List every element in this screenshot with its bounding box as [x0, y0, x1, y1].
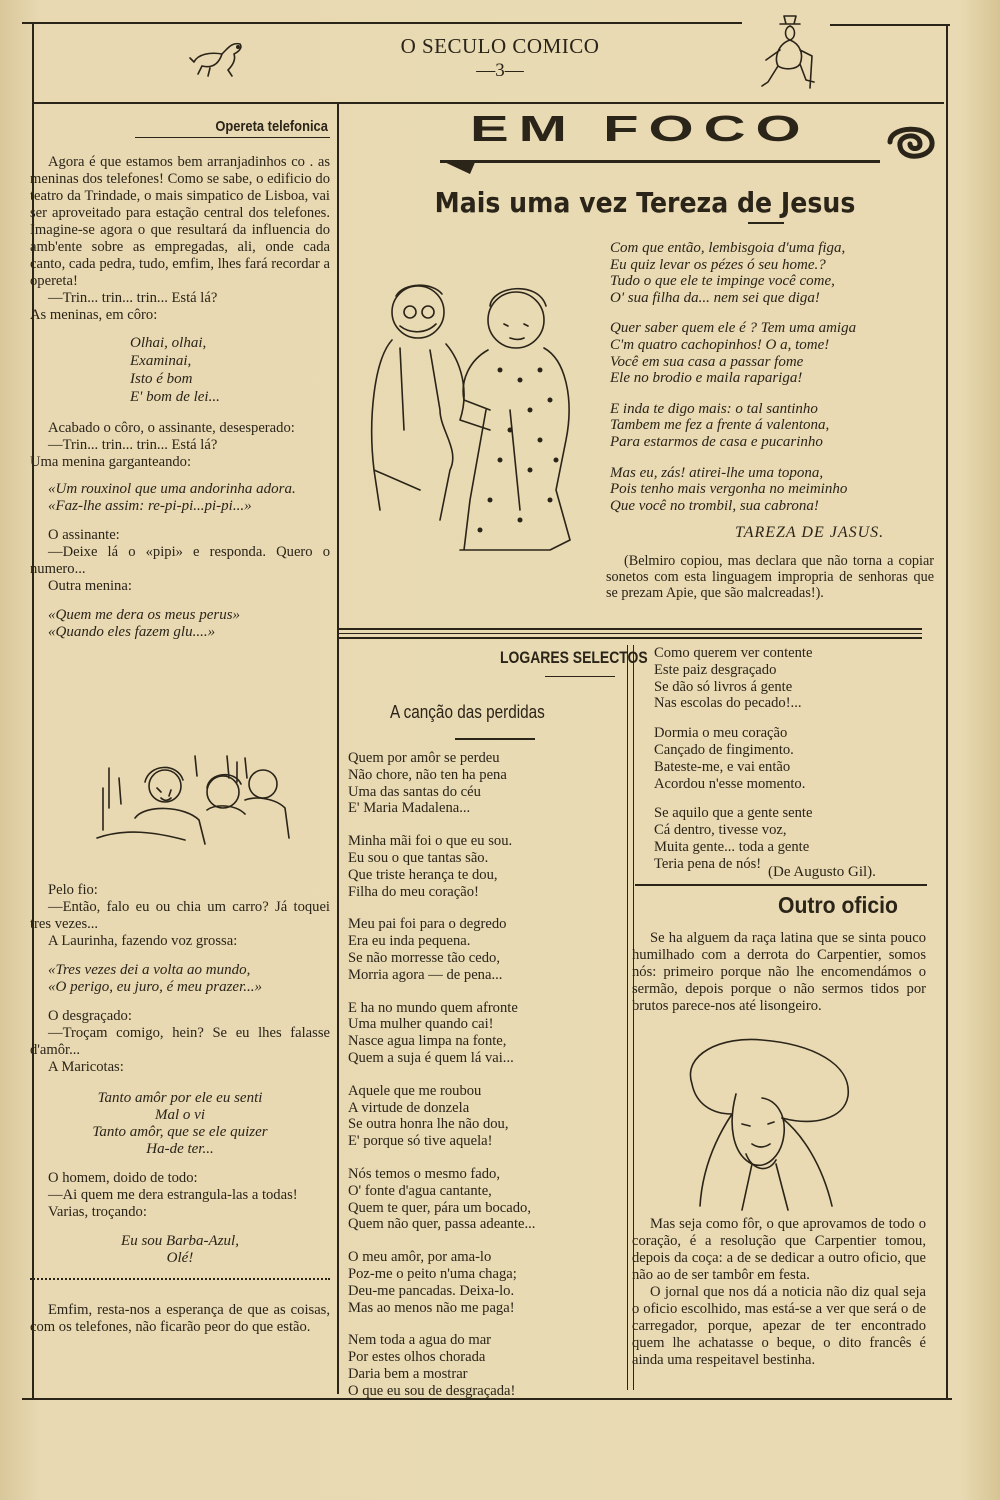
verse-line: Tudo o que ele te impinge você come, [610, 273, 835, 290]
outro-paragraph-1: Se ha alguem da raça latina que se sinta pouco humilhado com a derrota do Carpentier, somos nós: primeiro porque não lhe encomendámos o sermão, depois porque o não sermos tidos por brutos parece-nos até lisongeiro. [632, 930, 926, 1014]
verse-line: Quem a suja é quem lá vai... [348, 1049, 514, 1066]
verse-line: Bateste-me, e vai então [654, 758, 791, 775]
verse-line: Muita gente... toda a gente [654, 838, 810, 855]
opereta-intro: Agora é que estamos bem arranjadinhos co . as meninas dos telefones! Como se sabe, o edificio do teatro da Trindade, o mais simpatico de Lisboa, vai ser aproveitado para estação central dos telefones. Imagine-se agora o que resultará da influencia do amb'ente sobre as empregadas, ali, onde cada canto, cada pedra, tudo, emfim, lhes fará recordar a opereta! [30, 154, 330, 289]
opereta-conclusion: Emfim, resta-nos a esperança de que as coisas, com os telefones, não ficarão peor do que estão. [30, 1302, 330, 1335]
em-foco-spiral-icon [880, 118, 940, 168]
verse-line: Dormia o meu coração [654, 725, 788, 742]
opereta-title-rule [135, 137, 330, 138]
outro-paragraph-3: O jornal que nos dá a noticia não diz qual seja o oficio escolhido, mas está-se a ver que será o de carregador, porque, apezar de ter encontrado quem lhe achatasse o beque, o dito francês é ainda uma respeitavel bestinha. [632, 1284, 926, 1368]
verse-line: Poz-me o peito n'uma chaga; [348, 1265, 517, 1282]
verse-line: Mas ao menos não me paga! [348, 1299, 515, 1316]
augusto-credit: (De Augusto Gil). [768, 864, 876, 880]
verse-line: Por estes olhos chorada [348, 1349, 486, 1366]
verse-line: C'm quatro cachopinhos! O a, tome! [610, 336, 830, 353]
verse-line: Quem não quer, passa adeante... [348, 1216, 536, 1233]
opereta-line: O homem, doido de todo: [48, 1170, 198, 1186]
poem-stanza [654, 805, 934, 872]
poem-stanza [348, 833, 623, 900]
verse-line: Examinai, [130, 353, 192, 369]
opereta-line: «Quando eles fazem glu....» [48, 624, 216, 640]
poem-stanza [348, 750, 623, 817]
verse-line: Eu quiz levar os pézes ó seu home.? [610, 256, 826, 273]
emfoco-bottom-rule-1 [338, 628, 922, 630]
opereta-line: —Troçam comigo, hein? Se eu lhes falasse d'amôr... [30, 1025, 330, 1058]
opereta-line: O desgraçado: [48, 1008, 132, 1024]
opereta-line: Acabado o côro, o assinante, desesperado: [48, 420, 295, 436]
logares-title: LOGARES SELECTOS [500, 648, 648, 667]
outro-paragraph-2: Mas seja como fôr, o que aprovamos de todo o coração, é a resolução que Carpentier tomou, depois da coça: a de se dedicar a outro oficio, que não ao de ser tambôr em festa. [632, 1216, 926, 1283]
opereta-line: «O perigo, eu juro, é meu prazer...» [48, 979, 263, 995]
poem-stanza [348, 1166, 623, 1233]
verse-line: Teria pena de nós! [654, 855, 762, 872]
page-number: —3— [476, 60, 524, 81]
tereza-signature: TAREZA DE JASUS. [735, 524, 885, 541]
sonnet-stanza [610, 465, 940, 515]
masthead: O SECULO COMICO [400, 34, 600, 58]
right-border [946, 24, 948, 1399]
verse-line: Olhai, olhai, [130, 335, 207, 351]
verse-line: Meu pai foi para o degredo [348, 916, 507, 933]
verse-line: Nós temos o mesmo fado, [348, 1165, 501, 1182]
emfoco-bottom-rule-2 [338, 633, 922, 634]
opereta-verse-2 [30, 1090, 330, 1158]
sonnet-stanza [610, 320, 940, 386]
opereta-line: «Um rouxinol que uma andorinha adora. [48, 481, 296, 497]
opereta-verse-3 [30, 1233, 330, 1267]
verse-line: Era eu inda pequena. [348, 933, 471, 950]
cancao-poem-cont [654, 645, 934, 886]
opereta-article [30, 118, 330, 641]
verse-line: Filha do meu coração! [348, 883, 479, 900]
opereta-verse-1 [30, 334, 330, 406]
verse-line: Eu sou o que tantas são. [348, 849, 489, 866]
verse-line: Que você no trombil, sua cabrona! [610, 497, 819, 514]
verse-line: Minha mãi foi o que eu sou. [348, 833, 513, 850]
telephone-operators-illustration [95, 748, 295, 848]
verse-line: Com que então, lembisgoia d'uma figa, [610, 240, 846, 256]
verse-line: E' Maria Madalena... [348, 800, 471, 817]
verse-line: Morria agora — de pena... [348, 966, 503, 983]
header-rule [34, 102, 944, 104]
verse-line: Como querem ver contente [654, 645, 813, 661]
outro-paragraphs [632, 1216, 926, 1369]
opereta-line: —Trin... trin... trin... Está lá? [48, 437, 218, 453]
cancao-poem [348, 750, 623, 1416]
verse-line: Se não morresse tão cedo, [348, 949, 500, 966]
opereta-line: Uma menina garganteando: [30, 454, 192, 470]
verse-line: Se dão só livros á gente [654, 678, 793, 695]
verse-line: O meu amôr, por ama-lo [348, 1249, 492, 1266]
verse-line: E ha no mundo quem afronte [348, 999, 518, 1016]
belmiro-note: (Belmiro copiou, mas declara que não torna a copiar sonetos com esta linguagem impropria de senhoras que se prezam Apie, que são malcreadas!). [606, 553, 934, 601]
opereta-line: —Ai quem me dera estrangula-las a todas! [48, 1187, 298, 1203]
opereta-line: «Quem me dera os meus perus» [48, 607, 241, 623]
left-column-divider [337, 104, 339, 1394]
verse-line: Cá dentro, tivesse voz, [654, 822, 787, 839]
middle-column-divider-2 [627, 645, 628, 1390]
poem-stanza [654, 725, 934, 792]
verse-line: E' bom de lei... [130, 389, 220, 405]
verse-line: Pois tenho mais vergonha no meiminho [610, 481, 848, 498]
emfoco-bottom-rule-3 [338, 637, 922, 639]
verse-line: Se aquilo que a gente sente [654, 805, 813, 822]
opereta-title: Opereta telefonica [215, 118, 328, 135]
outro-oficio-title: Outro oficio [778, 892, 898, 918]
couple-illustration [360, 260, 590, 570]
verse-line: Mas eu, zás! atirei-lhe uma topona, [610, 464, 824, 481]
verse-line: Uma das santas do céu [348, 783, 481, 800]
verse-line: Se outra honra lhe não dou, [348, 1116, 509, 1133]
verse-line: Para estarmos de casa e pucarinho [610, 433, 823, 450]
em-foco-underline [440, 160, 880, 163]
verse-line: Nem toda a agua do mar [348, 1332, 492, 1349]
verse-line: E' porque só tive aquela! [348, 1133, 493, 1150]
verse-line: O' fonte d'agua cantante, [348, 1182, 492, 1199]
verse-line: Quem te quer, pára um bocado, [348, 1199, 531, 1216]
verse-line: Eu sou Barba-Azul, [121, 1233, 239, 1249]
verse-line: Tanto amôr por ele eu senti [97, 1090, 263, 1106]
sonnet-stanza [610, 401, 940, 451]
poem-stanza [348, 1000, 623, 1067]
opereta-line: Pelo fio: [48, 882, 98, 898]
poem-stanza [348, 916, 623, 983]
verse-line: Daria bem a mostrar [348, 1365, 468, 1382]
verse-line: Tambem me fez a frente á valentona, [610, 417, 830, 434]
verse-line: Nasce agua limpa na fonte, [348, 1033, 507, 1050]
dotted-separator [30, 1277, 330, 1280]
cancao-rule [455, 738, 535, 740]
tereza-sonnet [610, 240, 940, 528]
cancao-title: A canção das perdidas [390, 702, 545, 722]
tereza-subtitle: Mais uma vez Tereza de Jesus [434, 186, 856, 219]
verse-line: Quer saber quem ele é ? Tem uma amiga [610, 320, 857, 337]
man-walking-icon [750, 10, 820, 96]
opereta-line: A Laurinha, fazendo voz grossa: [48, 933, 238, 949]
opereta-line: —Trin... trin... trin... Está lá? [48, 290, 218, 306]
carpentier-illustration [672, 1034, 872, 1214]
em-foco-wedge [440, 160, 480, 180]
verse-line: Quem por amôr se perdeu [348, 750, 500, 766]
top-border-left [22, 22, 742, 24]
opereta-line: —Deixe lá o «pipi» e responda. Quero o numero... [30, 544, 330, 577]
verse-line: Cançado de fingimento. [654, 741, 794, 758]
poem-stanza [654, 645, 934, 712]
verse-line: E inda te digo mais: o tal santinho [610, 400, 818, 417]
verse-line: Aquele que me roubou [348, 1082, 482, 1099]
opereta-line: As meninas, em côro: [30, 307, 158, 323]
opereta-line: A Maricotas: [48, 1059, 124, 1075]
poem-stanza [348, 1332, 623, 1399]
verse-line: Ha-de ter... [146, 1141, 214, 1157]
verse-line: Nas escolas do pecado!... [654, 695, 802, 712]
logares-rule [545, 676, 615, 677]
verse-line: A virtude de donzela [348, 1099, 470, 1116]
opereta-line: «Tres vezes dei a volta ao mundo, [48, 962, 251, 978]
opereta-line: Outra menina: [48, 578, 132, 594]
verse-line: Ele no brodio e maila rapariga! [610, 370, 803, 387]
verse-line: Este paiz desgraçado [654, 661, 777, 678]
verse-line: Deu-me pancadas. Deixa-lo. [348, 1282, 515, 1299]
opereta-line: O assinante: [48, 527, 120, 543]
verse-line: Não chore, não ten ha pena [348, 766, 507, 783]
verse-line: Olé! [166, 1250, 194, 1266]
opereta-line: —Então, falo eu ou chia um carro? Já toquei tres vezes... [30, 899, 330, 932]
verse-line: Que triste herança te dou, [348, 866, 498, 883]
verse-line: Mal o vi [155, 1107, 205, 1123]
poem-stanza [348, 1249, 623, 1316]
verse-line: Isto é bom [130, 371, 193, 387]
opereta-article-cont [30, 882, 330, 1336]
opereta-line: Varias, troçando: [48, 1204, 147, 1220]
top-border-right [830, 24, 950, 26]
verse-line: O que eu sou de desgraçada! [348, 1382, 516, 1399]
verse-line: Você em sua casa a passar fome [610, 353, 804, 370]
dog-icon [188, 32, 248, 78]
verse-line: Acordou n'esse momento. [654, 775, 806, 792]
verse-line: Tanto amôr, que se ele quizer [92, 1124, 268, 1140]
poem-stanza [348, 1083, 623, 1150]
em-foco-title: EM FOCO [470, 108, 811, 149]
verse-line: Uma mulher quando cai! [348, 1016, 494, 1033]
subtitle-underline [748, 222, 784, 224]
opereta-line: «Faz-lhe assim: re-pi-pi...pi-pi...» [48, 498, 252, 514]
sonnet-stanza [610, 240, 940, 306]
verse-line: O' sua filha da... nem sei que diga! [610, 289, 820, 306]
